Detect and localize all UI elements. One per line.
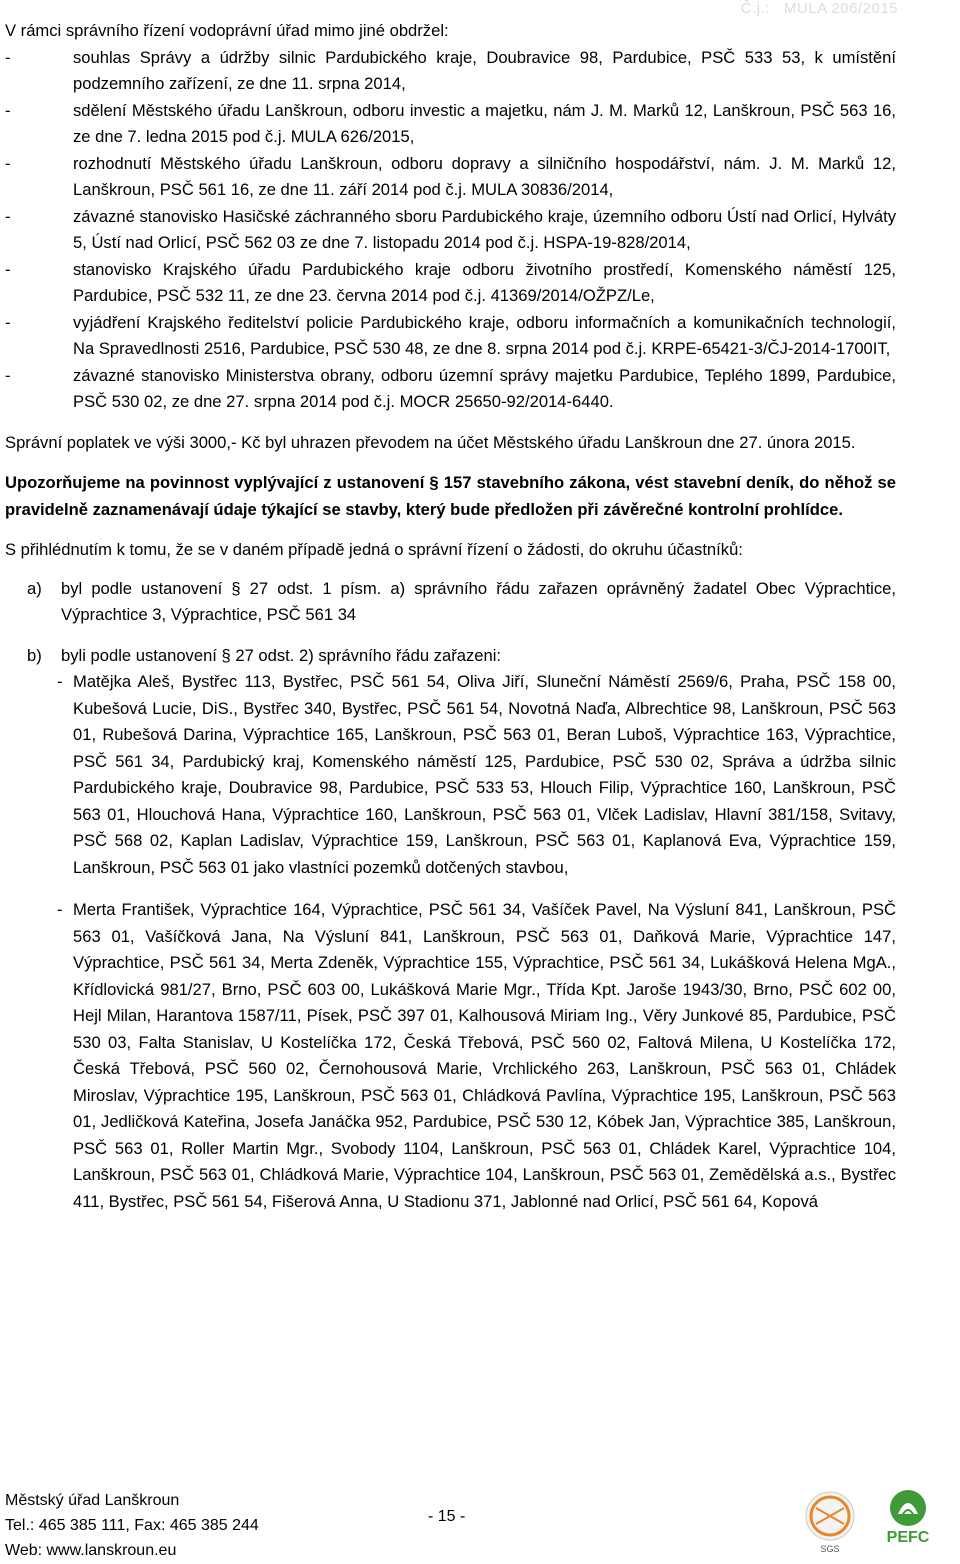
item-b-marker: b) [27, 645, 42, 665]
reference-label: Č.j.: [740, 0, 770, 17]
footer-contact [5, 1488, 259, 1563]
participant-item-b [5, 643, 896, 670]
reference-number: MULA 206/2015 [783, 0, 898, 17]
sgs-label: SGS [820, 1544, 840, 1554]
participants-group-1 [5, 669, 896, 881]
received-documents-list [5, 45, 896, 416]
list-item-text: stanovisko Krajského úřadu Pardubického kraje odboru životního prostředí, Komenského náměstí 125, Pardubice, PSČ 532 11, ze dne 23. června 2014 pod č.j. 41369/2014/OŽPZ/Le, [73, 259, 896, 305]
list-item-text: rozhodnutí Městského úřadu Lanškroun, odboru dopravy a silničního hospodářství, nám. J. M. Marků 12, Lanškroun, PSČ 561 16, ze dne 11. září 2014 pod č.j. MULA 30836/2014, [73, 153, 896, 199]
dash-marker: - [5, 47, 11, 67]
list-item [5, 310, 896, 363]
dash-marker: - [5, 100, 11, 120]
document-reference [741, 0, 898, 17]
dash-marker: - [5, 312, 11, 332]
participants-group-2-text: Merta František, Výprachtice 164, Výprachtice, PSČ 561 34, Vašíček Pavel, Na Výsluní 841, Lanškroun, PSČ 563 01, Vašíčková Jana, Na Výsluní 841, Lanškroun, PSČ 563 01, Daňková Marie, Výprachtice 147, Výprachtice, PSČ 561 34, Merta Zdeněk, Výprachtice 155, Výprachtice, PSČ 561 34, Lukášková Helena MgA., Křídlovická 981/27, Brno, PSČ 603 00, Lukášková Marie Mgr., Třída Kpt. Jaroše 1943/30, Brno, PSČ 602 00, Hejl Milan, Harantova 1587/11, Písek, PSČ 397 01, Kalhousová Miriam Ing., Věry Junkové 85, Pardubice, PSČ 530 03, Falta Stanislav, U Kostelíčka 172, Česká Třebová, PSČ 560 02, Faltová Milena, U Kostelíčka 172, Česká Třebová, PSČ 560 02, Černohousová Marie, Vrchlického 263, Lanškroun, PSČ 563 01, Chládek Miroslav, Výprachtice 195, Lanškroun, PSČ 563 01, Chládková Pavlína, Výprachtice 195, Lanškroun, PSČ 563 01, Jedličková Kateřina, Josefa Janáčka 952, Pardubice, PSČ 530 12, Kóbek Jan, Výprachtice 385, Lanškroun, PSČ 563 01, Roller Martin Mgr., Svobody 1104, Lanškroun, PSČ 563 01, Chládek Karel, Výprachtice 104, Lanškroun, PSČ 563 01, Chládková Marie, Výprachtice 104, Lanškroun, PSČ 563 01, Zemědělská a.s., Bystřec 411, Bystřec, PSČ 561 54, Fišerová Anna, U Stadionu 371, Jablonné nad Orlicí, PSČ 561 64, Kopová [73, 900, 896, 1211]
pefc-label: PEFC [886, 1529, 930, 1546]
fee-paragraph: Správní poplatek ve výši 3000,- Kč byl uhrazen převodem na účet Městského úřadu Lanškroun dne 27. února 2015. [5, 432, 856, 452]
sgs-logo-icon [806, 1492, 854, 1554]
dash-marker: - [57, 900, 63, 919]
participant-item-a [5, 576, 896, 629]
list-item [5, 363, 896, 416]
list-item-text: vyjádření Krajského ředitelství policie Pardubického kraje, odboru informačních a komunikačních technologií, Na Spravedlnosti 2516, Pardubice, PSČ 530 48, ze dne 8. srpna 2014 pod č.j. KRPE-65421-3/ČJ-2014-1700IT, [73, 312, 896, 358]
pefc-logo-icon [887, 1490, 930, 1546]
page-number: - 15 - [428, 1508, 466, 1525]
warning-paragraph: Upozorňujeme na povinnost vyplývající z ustanovení § 157 stavebního zákona, vést stavební deník, do něhož se pravidelně zaznamenávají údaje týkající se stavby, který bude předložen při závěrečné kontrolní prohlídce. [5, 473, 896, 519]
dash-marker: - [5, 259, 11, 279]
list-item [5, 98, 896, 151]
list-item-text: závazné stanovisko Hasičské záchranného sboru Pardubického kraje, územního odboru Ústí nad Orlicí, Hylváty 5, Ústí nad Orlicí, PSČ 562 03 ze dne 7. listopadu 2014 pod č.j. HSPA-19-828/2014, [73, 206, 896, 252]
dash-marker: - [5, 206, 11, 226]
list-item-text: souhlas Správy a údržby silnic Pardubického kraje, Doubravice 98, Pardubice, PSČ 533 53, k umístění podzemního zařízení, ze dne 11. srpna 2014, [73, 47, 896, 93]
certification-logos [798, 1486, 948, 1556]
participants-group-2 [5, 897, 896, 1215]
item-a-marker: a) [27, 578, 42, 598]
list-item-text: sdělení Městského úřadu Lanškroun, odboru investic a majetku, nám J. M. Marků 12, Lanškroun, PSČ 563 16, ze dne 7. ledna 2015 pod č.j. MULA 626/2015, [73, 100, 896, 146]
dash-marker: - [5, 365, 11, 385]
list-item [5, 45, 896, 98]
participants-group-1-text: Matějka Aleš, Bystřec 113, Bystřec, PSČ 561 54, Oliva Jiří, Sluneční Náměstí 2569/6, Praha, PSČ 158 00, Kubešová Lucie, DiS., Bystřec 340, Bystřec, PSČ 561 54, Novotná Naďa, Albrechtice 98, Lanškroun, PSČ 563 01, Rubešová Darina, Výprachtice 165, Lanškroun, PSČ 563 01, Beran Luboš, Výprachtice 163, Výprachtice, PSČ 561 34, Pardubický kraj, Komenského náměstí 125, Pardubice, PSČ 530 02, Správa a údržba silnic Pardubického kraje, Doubravice 98, Pardubice, PSČ 533 53, Hlouch Filip, Výprachtice 160, Lanškroun, PSČ 563 01, Hlouchová Hana, Výprachtice 160, Lanškroun, PSČ 563 01, Vlček Ladislav, Hlavní 381/158, Svitavy, PSČ 568 02, Kaplan Ladislav, Výprachtice 159, Lanškroun, PSČ 563 01, Kaplanová Eva, Výprachtice 159, Lanškroun, PSČ 563 01 jako vlastníci pozemků dotčených stavbou, [73, 672, 896, 877]
intro-paragraph: V rámci správního řízení vodoprávní úřad mimo jiné obdržel: [5, 21, 449, 40]
item-b-text: byli podle ustanovení § 27 odst. 2) správního řádu zařazeni: [61, 645, 502, 665]
list-item [5, 151, 896, 204]
item-a-text: byl podle ustanovení § 27 odst. 1 písm. a) správního řádu zařazen oprávněný žadatel Obec Výprachtice, Výprachtice 3, Výprachtice, PSČ 561 34 [61, 578, 896, 624]
footer-web: Web: www.lanskroun.eu [5, 1542, 177, 1559]
dash-marker: - [57, 672, 63, 691]
footer-phone: Tel.: 465 385 111, Fax: 465 385 244 [5, 1517, 259, 1534]
participants-intro: S přihlédnutím k tomu, že se v daném případě jedná o správní řízení o žádosti, do okruhu účastníků: [5, 540, 743, 559]
list-item [5, 204, 896, 257]
list-item [5, 257, 896, 310]
document-body [5, 18, 896, 1215]
dash-marker: - [5, 153, 11, 173]
footer-office: Městský úřad Lanškroun [5, 1492, 180, 1509]
list-item-text: závazné stanovisko Ministerstva obrany, odboru územní správy majetku Pardubice, Teplého 1899, Pardubice, PSČ 530 02, ze dne 27. srpna 2014 pod č.j. MOCR 25650-92/2014-6440. [73, 365, 896, 411]
